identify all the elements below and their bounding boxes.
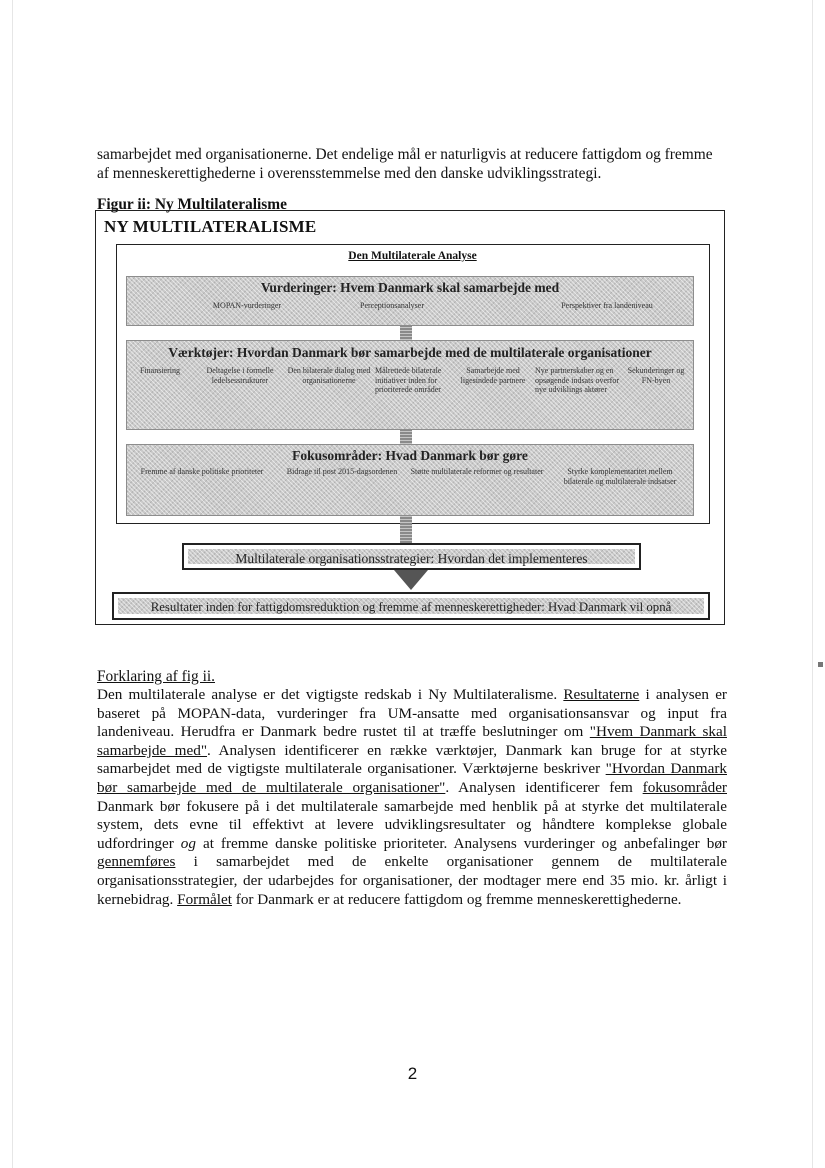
explanation-heading: Forklaring af fig ii. <box>97 668 215 685</box>
page-number: 2 <box>407 1064 418 1083</box>
vurderinger-heading: Vurderinger: Hvem Danmark skal samarbejde med <box>260 280 560 295</box>
resultater-box <box>112 592 710 620</box>
strategier-text: Multilaterale organisationsstrategier: Hvordan det implementeres <box>235 551 588 566</box>
connector-arrow <box>400 326 412 340</box>
intro-line-2: af menneskerettighederne i overensstemmelse med den danske udviklingsstrategi. <box>97 165 602 182</box>
intro-line-1: samarbejdet med organisationerne. Det endelige mål er naturligvis at reducere fattigdom og fremme <box>97 146 713 163</box>
scan-mark <box>818 662 823 667</box>
vurderinger-item: Perspektiver fra landeniveau <box>561 301 653 310</box>
figure-title: NY MULTILATERALISME <box>104 217 317 236</box>
strategier-box <box>182 543 641 570</box>
vaerktoejer-item: Finansiering <box>140 366 180 375</box>
scan-edge-right <box>812 0 813 1168</box>
fokus-item: Styrke komplementaritet mellem bilaterale og multilaterale indsatser <box>563 467 677 486</box>
analysis-title: Den Multilaterale Analyse <box>348 250 477 262</box>
vurderinger-item: Perceptionsanalyser <box>360 301 424 310</box>
vaerktoejer-item: Den bilaterale dialog med organisationerne <box>287 366 371 385</box>
vaerktoejer-item: Samarbejde med ligesindede partnere <box>460 366 526 385</box>
fokus-item: Bidrage til post 2015-dagsordenen <box>286 467 398 476</box>
vaerktoejer-item: Nye partnerskaber og en opsøgende indsats overfor nye udviklings aktører <box>535 366 619 395</box>
vaerktoejer-item: Sekunderinger og FN-byen <box>627 366 685 385</box>
connector-arrow <box>400 430 412 444</box>
vaerktoejer-heading: Værktøjer: Hvordan Danmark bør samarbejde med de multilaterale organisationer <box>168 345 652 360</box>
resultater-text: Resultater inden for fattigdomsreduktion og fremme af menneskerettigheder: Hvad Danmark vil opnå <box>150 600 672 614</box>
explanation-paragraph: Den multilaterale analyse er det vigtigste redskab i Ny Multilateralisme. Resultaterne i analysen er baseret på MOPAN-data, vurderinger fra UM-ansatte med organisationsansvar og input fra landeniveau. Herudfra er Danmark bedre rustet til at træffe beslutninger om "Hvem Danmark skal samarbejde med". Analysen identificerer en række værktøjer, Danmark kan bruge for at styrke samarbejdet med de vigtigste multilaterale organisationer. Værktøjerne beskriver "Hvordan Danmark bør samarbejde med de multilaterale organisationer". Analysen identificerer fem fokusområder Danmark bør fokusere på i det multilaterale samarbejde med henblik på at styrke det multilaterale system, dets evne til effektivt at levere udviklingsresultater og håndtere komplekse globale udfordringer og at fremme danske politiske prioriteter. Analysens vurderinger og anbefalinger bør gennemføres i samarbejdet med de enkelte organisationer gennem de multilaterale organisationsstrategier, der udarbejdes for organisationer, der modtager mere end 35 mio. kr. årligt i kernebidrag. Formålet for Danmark er at reducere fattigdom og fremme menneskerettighederne. <box>97 686 728 908</box>
vaerktoejer-box <box>126 340 694 430</box>
vaerktoejer-item: Deltagelse i formelle ledelsesstrukturer <box>206 366 274 385</box>
figure-caption: Figur ii: Ny Multilateralisme <box>97 196 287 213</box>
fokus-heading: Fokusområder: Hvad Danmark bør gøre <box>292 448 528 463</box>
vaerktoejer-item: Målrettede bilaterale initiativer inden for prioriterede områder <box>375 366 442 395</box>
vurderinger-item: MOPAN-vurderinger <box>212 301 282 310</box>
scan-edge-left <box>12 0 13 1168</box>
fokus-item: Støtte multilaterale reformer og resultater <box>410 467 544 476</box>
connector-arrow <box>400 516 412 544</box>
vurderinger-box <box>126 276 694 326</box>
fokus-item: Fremme af danske politiske prioriteter <box>140 467 264 476</box>
down-arrow-icon <box>394 570 428 590</box>
fokus-box <box>126 444 694 516</box>
